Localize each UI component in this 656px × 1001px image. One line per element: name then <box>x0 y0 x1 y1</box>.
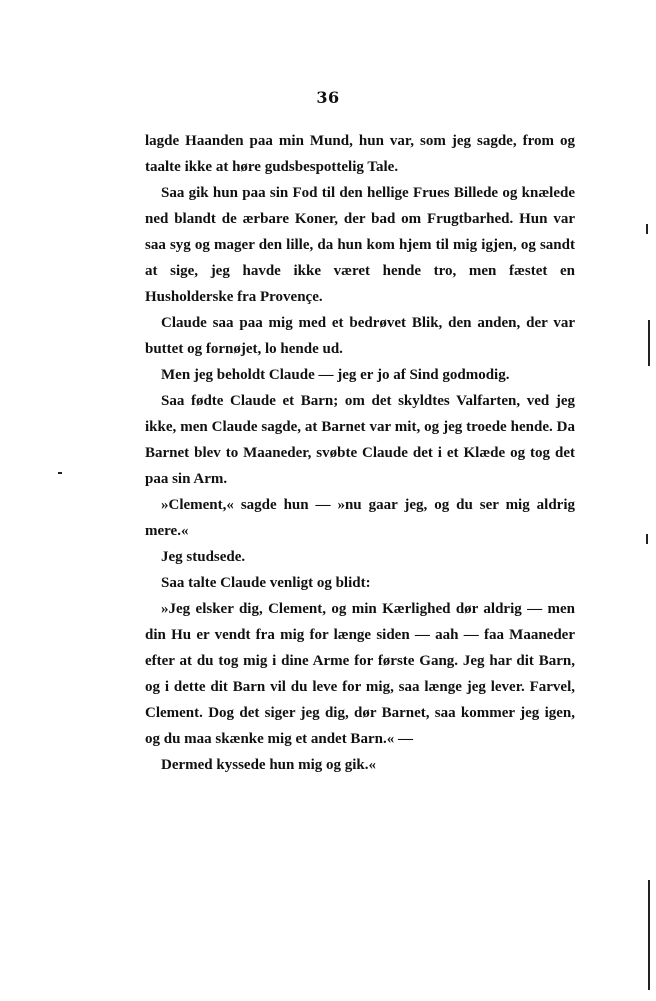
paragraph-9: »Jeg elsker dig, Clement, og min Kærlighed dør aldrig — men din Hu er vendt fra mig for længe siden — aah — faa Maaneder efter at du tog mig i dine Arme for første Gang. Jeg har dit Barn, og i dette dit Barn vil du leve for mig, saa længe jeg lever. Farvel, Clement. Dog det siger jeg dig, dør Barnet, saa kommer jeg igen, og du maa skænke mig et andet Barn.« — <box>145 601 575 747</box>
paragraph-2: Saa gik hun paa sin Fod til den hellige Frues Billede og knælede ned blandt de ærbare Koner, der bad om Frugtbarhed. Hun var saa syg og mager den lille, da hun kom hjem til mig igjen, og sandt at sige, jeg havde ikke været hende tro, men fæstet en Husholderske fra Provençe. <box>145 185 575 305</box>
scan-edge-mark <box>648 880 650 990</box>
paragraph-5: Saa fødte Claude et Barn; om det skyldtes Valfarten, ved jeg ikke, men Claude sagde, at Barnet var mit, og jeg troede hende. Da Barnet blev to Maaneder, svøbte Claude det i et Klæde og tog det paa sin Arm. <box>145 393 575 487</box>
paragraph-8: Saa talte Claude venligt og blidt: <box>161 575 371 591</box>
scan-speck <box>58 472 62 474</box>
page-number: 36 <box>316 88 340 107</box>
scan-edge-mark <box>646 224 648 234</box>
paragraph-7: Jeg studsede. <box>161 549 246 565</box>
paragraph-1: lagde Haanden paa min Mund, hun var, som jeg sagde, from og taalte ikke at høre gudsbespottelig Tale. <box>145 133 575 175</box>
paragraph-10: Dermed kyssede hun mig og gik.« <box>161 757 377 773</box>
body-text <box>145 128 575 778</box>
paragraph-4: Men jeg beholdt Claude — jeg er jo af Sind godmodig. <box>161 367 510 383</box>
paragraph-3: Claude saa paa mig med et bedrøvet Blik, den anden, der var buttet og fornøjet, lo hende ud. <box>145 315 575 357</box>
scan-edge-mark <box>646 534 648 544</box>
paragraph-6: »Clement,« sagde hun — »nu gaar jeg, og du ser mig aldrig mere.« <box>145 497 575 539</box>
scan-edge-mark <box>648 320 650 366</box>
